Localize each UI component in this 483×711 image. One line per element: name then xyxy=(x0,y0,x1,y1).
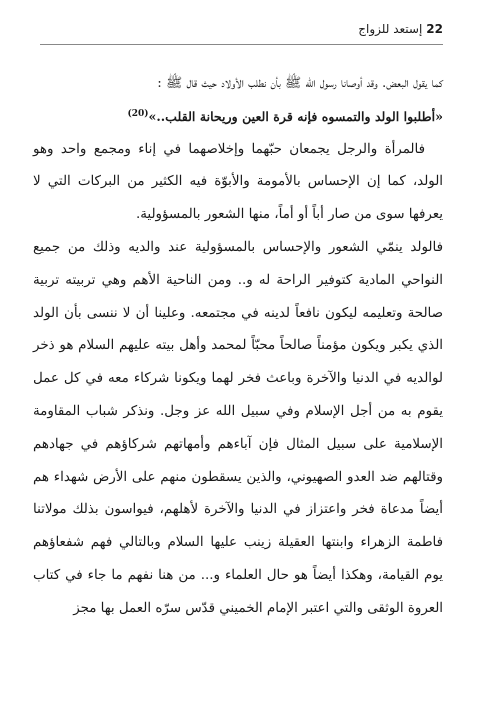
hadith-quote xyxy=(33,101,443,134)
running-title: إستعد للزواج xyxy=(358,22,423,36)
paragraph-3: فالولد ينمّي الشعور والإحساس بالمسؤولية عند والديه وذلك من جميع النواحي المادية كتوفير الراحة له و.. ومن الناحية الأهم وهي تربيته تربية صالحة وتعليمه ليكون نافعاً لدينه في مجتمعه. وعلينا أن لا ننسى بأن الولد الذي يكبر ويكون مؤمناً صالحاً محبّاً لمحمد وأهل بيته عليهم السلام هو ذخر لوالديه في الدنيا والآخرة وباعث فخر لهما ويكونا شركاء معه في كل عمل يقوم به من أجل الإسلام وفي سبيل الله عز وجل. ونذكر شباب المقاومة الإسلامية على سبيل المثال فإن آباءهم وأمهاتهم شركاؤهم في جهادهم وقتالهم ضد العدو الصهيوني، والذين يسقطون منهم على الأرض شهداء هم أيضاً مدعاة فخر واعتزاز في الدنيا والآخرة لأهلهم، فيواسون بذلك مولاتنا فاطمة الزهراء وابنتها العقيلة زينب عليها السلام وبالتالي فهم شفعاؤهم يوم القيامة، وهكذا أيضاً هو حال العلماء و... من هنا نفهم ما جاء في كتاب العروة الوثقى والتي اعتبر الإمام الخميني قدّس سرّه العمل بها مجز xyxy=(33,239,443,616)
running-header xyxy=(40,22,443,44)
page-number: 22 xyxy=(426,22,443,36)
body-text xyxy=(33,68,443,626)
hadith-text: «أطلبوا الولد والتمسوه فإنه قرة العين وريحانة القلب..» xyxy=(148,108,443,124)
paragraph-intro: كما يقول البعض. وقد أوصانا رسول الله ﷺ بأن نطلب الأولاد حيث قال ﷺ : xyxy=(157,76,443,91)
header-divider xyxy=(40,44,443,45)
paragraph-2: فالمرأة والرجل يجمعان حبّهما وإخلاصهما في إناء ومجمع واحد وهو الولد، كما إن الإحساس بالأمومة والأبوّة فيه الكثير من البركات التي لا يعرفها سوى من صار أباً أو أماً، منها الشعور بالمسؤولية. xyxy=(33,141,443,223)
footnote-ref: (20) xyxy=(127,108,149,119)
